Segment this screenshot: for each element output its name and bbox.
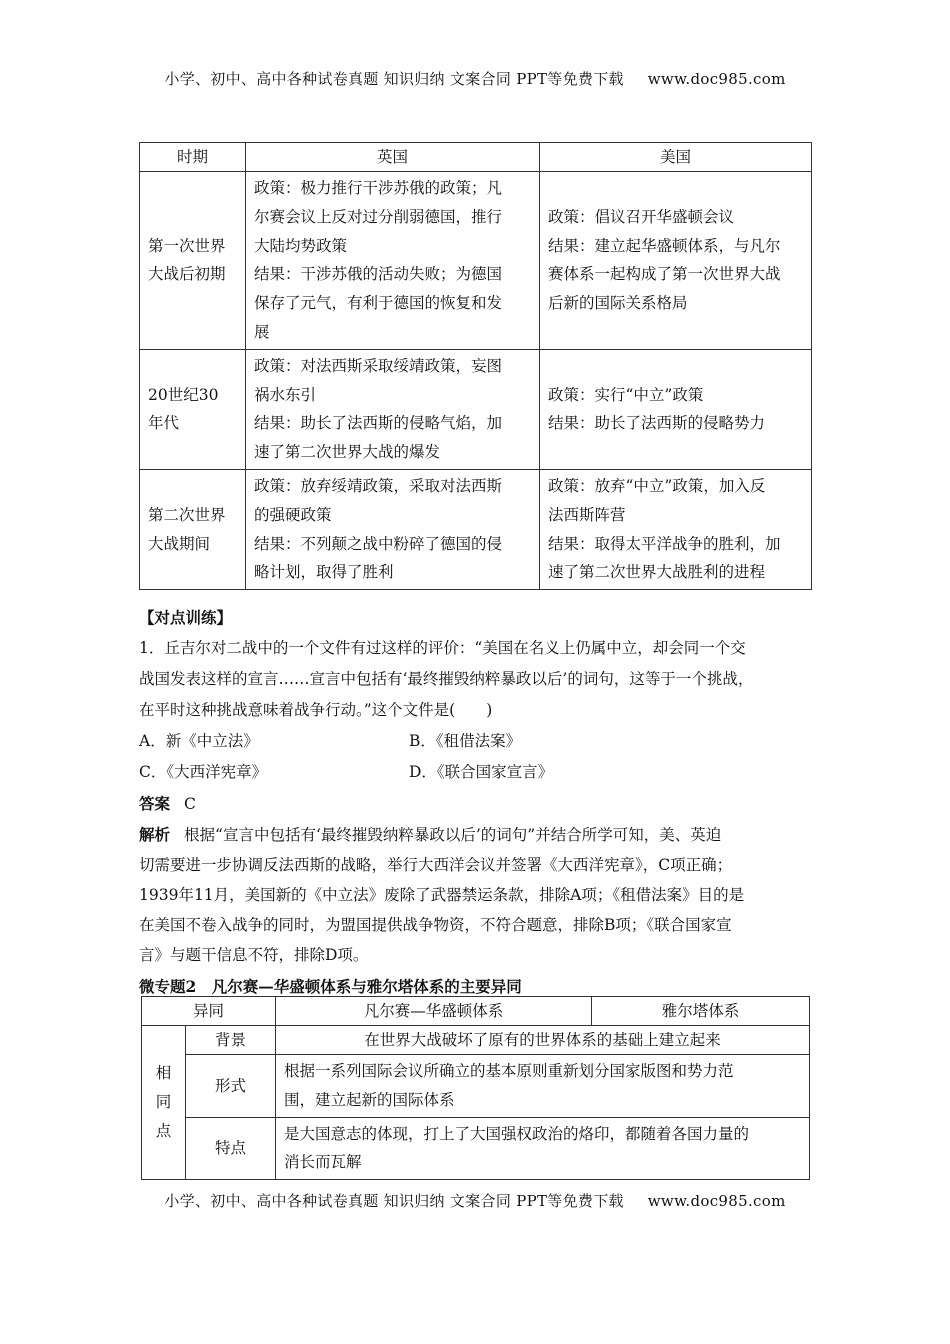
option-b[interactable]: B．《租借法案》 bbox=[409, 732, 522, 750]
practice-title: 【对点训练】 bbox=[139, 608, 233, 627]
row-label-background: 背景 bbox=[186, 1026, 276, 1055]
us-line: 结果：建立起华盛顿体系，与凡尔 bbox=[548, 236, 781, 255]
uk-line: 大陆均势政策 bbox=[254, 236, 348, 255]
row-label-feature: 特点 bbox=[186, 1117, 276, 1180]
background-content: 在世界大战破坏了原有的世界体系的基础上建立起来 bbox=[276, 1026, 810, 1055]
practice-section bbox=[139, 602, 825, 1002]
header-uk: 英国 bbox=[246, 143, 540, 172]
option-d[interactable]: D．《联合国家宣言》 bbox=[409, 763, 554, 781]
analysis-line: 1939年11月，美国新的《中立法》废除了武器禁运条款，排除A项；《租借法案》目的是 bbox=[139, 886, 745, 904]
uk-line: 结果：不列颠之战中粉碎了德国的侵 bbox=[254, 534, 503, 553]
answer-label: 答案 bbox=[139, 794, 171, 813]
similarities-label bbox=[142, 1026, 186, 1180]
header-period: 时期 bbox=[140, 143, 246, 172]
header-url[interactable]: www.doc985.com bbox=[647, 70, 786, 88]
period-line: 大战后初期 bbox=[148, 265, 226, 284]
group-char: 相 bbox=[155, 1064, 172, 1083]
analysis-line: 在美国不卷入战争的同时，为盟国提供战争物资，不符合题意，排除B项；《联合国家宣 bbox=[139, 916, 732, 934]
question-line: 在平时这种挑战意味着战争行动。”这个文件是( ) bbox=[139, 701, 493, 719]
us-line: 后新的国际关系格局 bbox=[548, 294, 688, 313]
header-compare: 异同 bbox=[142, 997, 276, 1026]
uk-cell bbox=[246, 349, 540, 469]
footer-url[interactable]: www.doc985.com bbox=[647, 1192, 786, 1210]
header-us: 美国 bbox=[540, 143, 812, 172]
uk-line: 的强硬政策 bbox=[254, 505, 332, 524]
uk-line: 结果：干涉苏俄的活动失败；为德国 bbox=[254, 265, 503, 284]
uk-line: 略计划，取得了胜利 bbox=[254, 563, 394, 582]
uk-line: 保存了元气，有利于德国的恢复和发 bbox=[254, 294, 503, 313]
micro-topic-title: 微专题2 凡尔赛—华盛顿体系与雅尔塔体系的主要异同 bbox=[139, 977, 522, 996]
analysis-block bbox=[139, 820, 825, 970]
answer-line bbox=[139, 788, 825, 820]
analysis-line bbox=[139, 820, 825, 850]
table-header-row bbox=[142, 997, 810, 1026]
us-line: 速了第二次世界大战胜利的进程 bbox=[548, 563, 766, 582]
analysis-line: 言》与题干信息不符，排除D项。 bbox=[139, 946, 369, 964]
system-comparison-table bbox=[141, 996, 810, 1180]
question-line: 战国发表这样的宣言……宣言中包括有‘最终摧毁纳粹暴政以后’的词句，这等于一个挑战， bbox=[139, 670, 754, 688]
group-char: 同 bbox=[155, 1093, 172, 1112]
page-footer bbox=[0, 1190, 950, 1211]
analysis-label: 解析 bbox=[139, 825, 171, 844]
us-cell bbox=[540, 172, 812, 350]
group-char: 点 bbox=[155, 1121, 172, 1140]
table-row bbox=[142, 1055, 810, 1118]
uk-line: 政策：对法西斯采取绥靖政策，妄图 bbox=[254, 356, 503, 375]
period-line: 年代 bbox=[148, 414, 180, 433]
us-line: 结果：助长了法西斯的侵略势力 bbox=[548, 414, 766, 433]
content-line: 消长而瓦解 bbox=[284, 1153, 362, 1172]
us-line: 政策：倡议召开华盛顿会议 bbox=[548, 207, 735, 226]
content-line: 是大国意志的体现，打上了大国强权政治的烙印，都随着各国力量的 bbox=[284, 1124, 750, 1143]
table-row bbox=[140, 349, 812, 469]
footer-text: 小学、初中、高中各种试卷真题 知识归纳 文案合同 PPT等免费下载 bbox=[164, 1192, 624, 1210]
period-line: 第一次世界 bbox=[148, 236, 226, 255]
period-line: 第二次世界 bbox=[148, 505, 226, 524]
uk-line: 展 bbox=[254, 322, 270, 341]
options-row bbox=[139, 757, 825, 788]
table-header-row bbox=[140, 143, 812, 172]
uk-cell bbox=[246, 469, 540, 589]
uk-line: 祸水东引 bbox=[254, 385, 317, 404]
option-a[interactable]: A．新《中立法》 bbox=[139, 732, 259, 750]
us-line: 政策：实行“中立”政策 bbox=[548, 385, 704, 404]
uk-cell bbox=[246, 172, 540, 350]
content-line: 根据一系列国际会议所确立的基本原则重新划分国家版图和势力范 bbox=[284, 1062, 734, 1080]
uk-line: 速了第二次世界大战的爆发 bbox=[254, 443, 441, 462]
uk-line: 政策：放弃绥靖政策，采取对法西斯 bbox=[254, 476, 503, 495]
period-cell bbox=[140, 172, 246, 350]
period-line: 20世纪30 bbox=[148, 385, 219, 404]
header-yalta: 雅尔塔体系 bbox=[592, 997, 810, 1026]
uk-line: 结果：助长了法西斯的侵略气焰，加 bbox=[254, 414, 503, 433]
us-line: 赛体系一起构成了第一次世界大战 bbox=[548, 265, 781, 284]
analysis-text: 根据“宣言中包括有‘最终摧毁纳粹暴政以后’的词句”并结合所学可知，美、英迫 bbox=[184, 826, 722, 844]
uk-line: 政策：极力推行干涉苏俄的政策；凡 bbox=[254, 179, 503, 197]
period-cell bbox=[140, 469, 246, 589]
analysis-line: 切需要进一步协调反法西斯的战略，举行大西洋会议并签署《大西洋宪章》，C项正确； bbox=[139, 856, 733, 874]
options-row bbox=[139, 726, 825, 757]
option-c[interactable]: C．《大西洋宪章》 bbox=[139, 763, 268, 781]
us-line: 政策：放弃“中立”政策，加入反 bbox=[548, 476, 766, 495]
header-versailles: 凡尔赛—华盛顿体系 bbox=[276, 997, 592, 1026]
page-header bbox=[0, 68, 950, 89]
form-content bbox=[276, 1055, 810, 1118]
feature-content bbox=[276, 1117, 810, 1180]
question-line: 1．丘吉尔对二战中的一个文件有过这样的评价：“美国在名义上仍属中立，却会同一个交 bbox=[139, 639, 746, 657]
table-row bbox=[142, 1117, 810, 1180]
period-cell bbox=[140, 349, 246, 469]
uk-line: 尔赛会议上反对过分削弱德国，推行 bbox=[254, 207, 503, 226]
us-line: 法西斯阵营 bbox=[548, 505, 626, 524]
us-cell bbox=[540, 469, 812, 589]
us-cell bbox=[540, 349, 812, 469]
row-label-form: 形式 bbox=[186, 1055, 276, 1118]
table-row bbox=[142, 1026, 810, 1055]
uk-us-policy-table bbox=[139, 142, 812, 590]
table-row bbox=[140, 469, 812, 589]
header-text: 小学、初中、高中各种试卷真题 知识归纳 文案合同 PPT等免费下载 bbox=[164, 70, 624, 88]
period-line: 大战期间 bbox=[148, 534, 211, 553]
question-text bbox=[139, 633, 825, 726]
content-line: 围，建立起新的国际体系 bbox=[284, 1090, 455, 1109]
table-row bbox=[140, 172, 812, 350]
answer-value: C bbox=[184, 795, 196, 813]
us-line: 结果：取得太平洋战争的胜利，加 bbox=[548, 534, 781, 553]
